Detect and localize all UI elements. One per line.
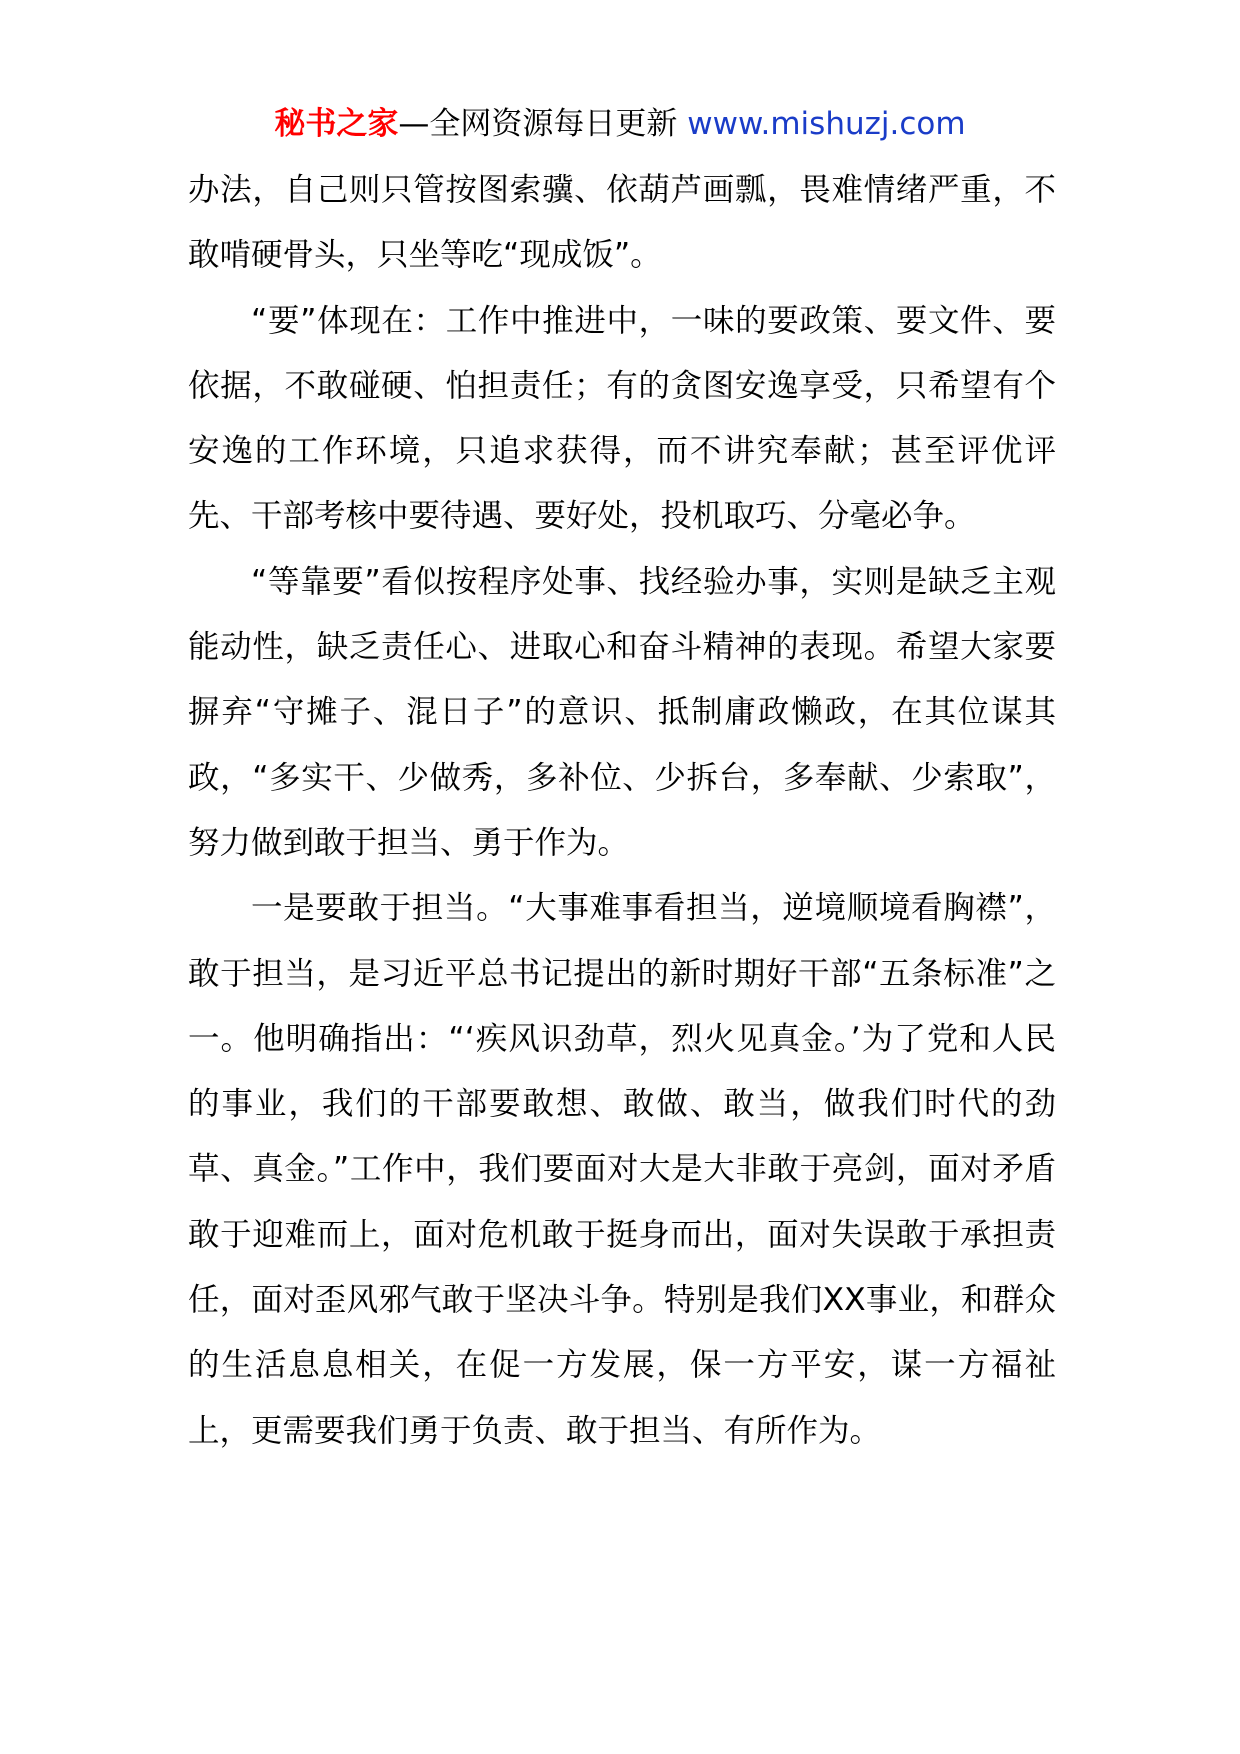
site-url[interactable]: www.mishuzj.com (687, 106, 966, 142)
brand-name: 秘书之家 (274, 106, 399, 142)
paragraph-continuation: 办法，自己则只管按图索骥、依葫芦画瓢，畏难情绪严重，不敢啃硬骨头，只坐等吃“现成饭”。 (188, 172, 1056, 274)
page-header (0, 100, 1240, 148)
paragraph-yao: “要”体现在：工作中推进中，一味的要政策、要文件、要依据，不敢碰硬、怕担责任；有的贪图安逸享受，只希望有个安逸的工作环境，只追求获得，而不讲究奉献；甚至评优评先、干部考核中要待遇、要好处，投机取巧、分毫必争。 (188, 302, 1056, 535)
paragraph-deng-kao-yao: “等靠要”看似按程序处事、找经验办事，实则是缺乏主观能动性，缺乏责任心、进取心和奋斗精神的表现。希望大家要摒弃“守摊子、混日子”的意识、抵制庸政懒政，在其位谋其政，“多实干、少做秀，多补位、少拆台，多奉献、少索取”，努力做到敢于担当、勇于作为。 (188, 563, 1056, 861)
header-tagline: —全网资源每日更新 (398, 106, 688, 142)
paragraph-dare-to-take-responsibility: 一是要敢于担当。“大事难事看担当，逆境顺境看胸襟”，敢于担当，是习近平总书记提出的新时期好干部“五条标准”之一。他明确指出：“‘疾风识劲草，烈火见真金。’为了党和人民的事业，我们的干部要敢想、敢做、敢当，做我们时代的劲草、真金。”工作中，我们要面对大是大非敢于亮剑，面对矛盾敢于迎难而上，面对危机敢于挺身而出，面对失误敢于承担责任，面对歪风邪气敢于坚决斗争。特别是我们XX事业，和群众的生活息息相关，在促一方发展，保一方平安，谋一方福祉上，更需要我们勇于负责、敢于担当、有所作为。 (188, 890, 1056, 1449)
document-body (188, 158, 1056, 1464)
